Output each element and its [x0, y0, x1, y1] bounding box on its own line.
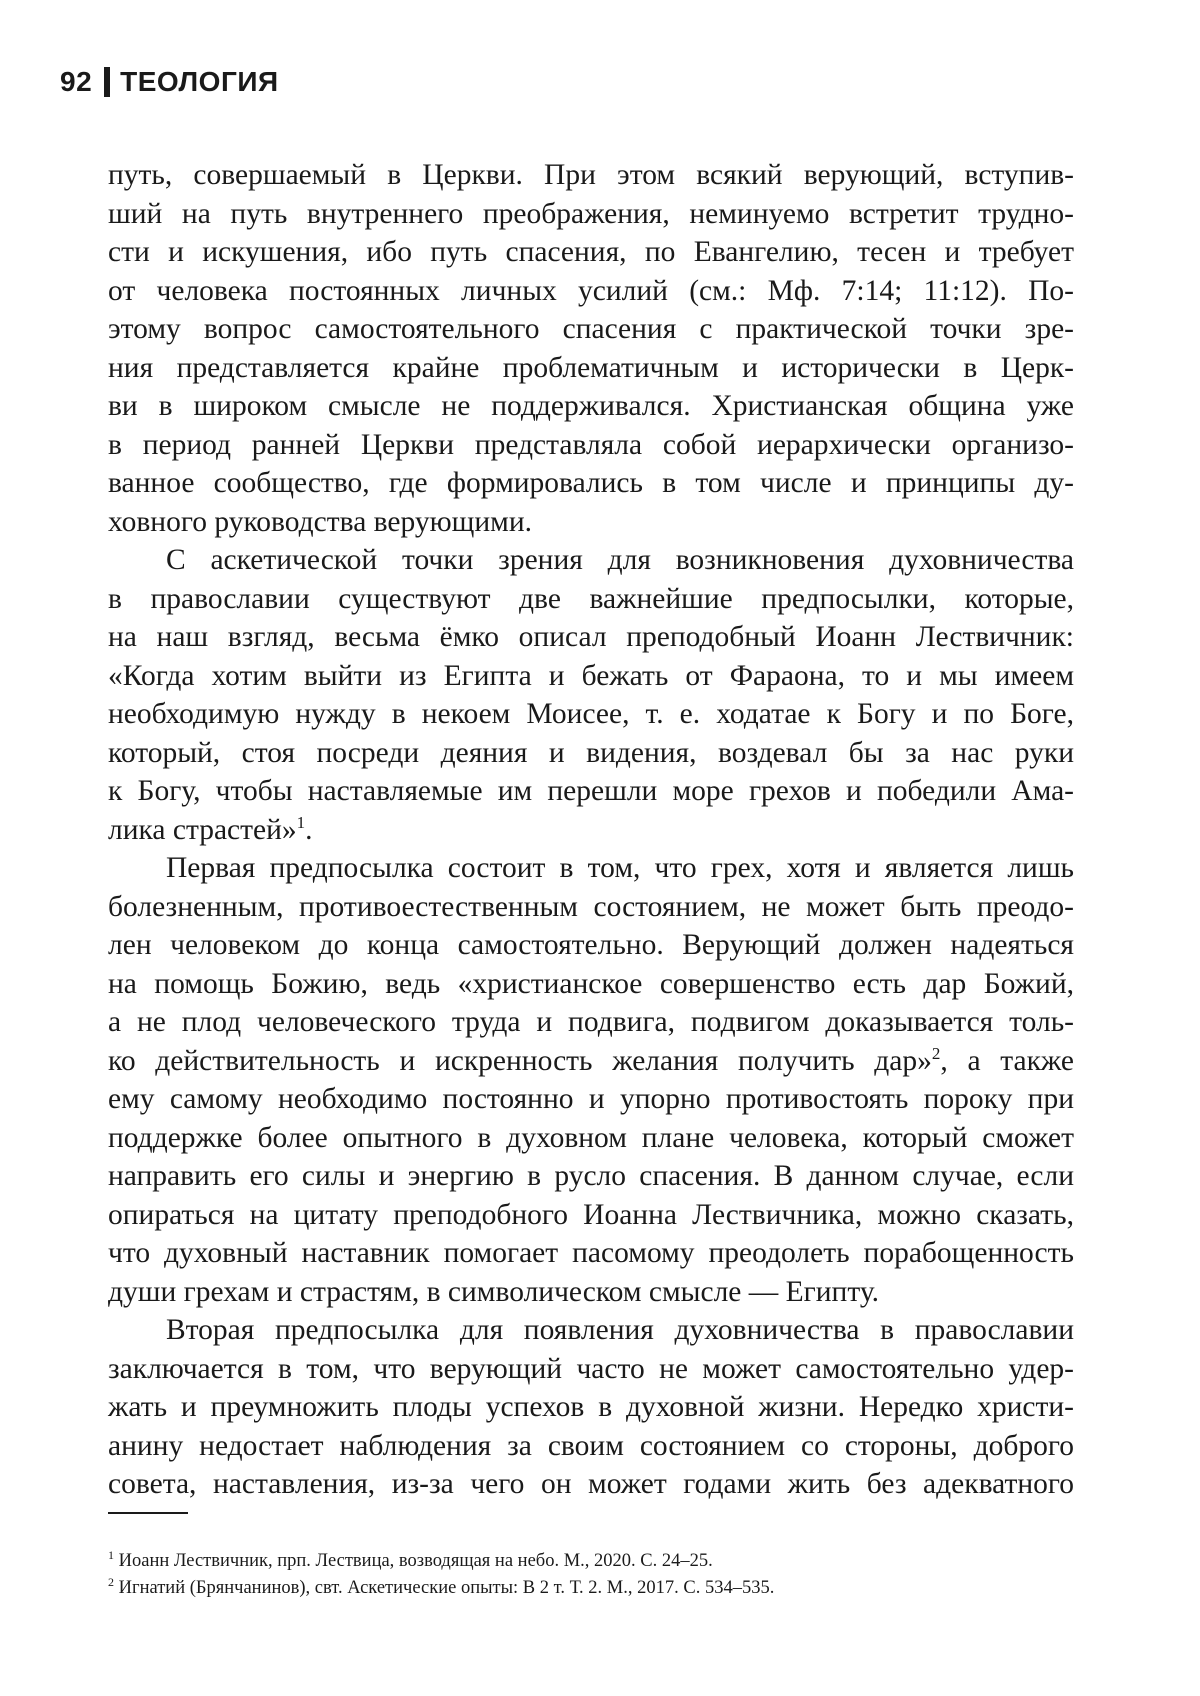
text-line: который, стоя посреди деяния и видения, воздевал бы за нас руки [108, 736, 1074, 769]
text-line: болезненным, противоестественным состоянием, не может быть преодо- [108, 890, 1074, 923]
text-line: жать и преумножить плоды успехов в духовной жизни. Нередко христи- [108, 1391, 1074, 1423]
text-line: опираться на цитату преподобного Иоанна Лествичника, можно сказать, [108, 1198, 1074, 1231]
page-number: 92 [60, 66, 93, 97]
footnote-text: Игнатий (Брянчанинов), свт. Аскетические опыты: В 2 т. Т. 2. М., 2017. С. 534–535. [118, 1578, 775, 1598]
footnote-mark: 1 [108, 1547, 114, 1562]
text-line: необходимую нужду в некоем Моисее, т. е. ходатае к Богу и по Боге, [108, 698, 1074, 730]
header-separator [104, 67, 110, 97]
text-line: в православии существуют две важнейшие предпосылки, которые, [108, 582, 1074, 615]
text-line: ви в широком смысле не поддерживался. Христианская община уже [108, 390, 1074, 422]
text-line: ния представляется крайне проблематичным и исторически в Церк- [108, 351, 1074, 384]
text-line: «Когда хотим выйти из Египта и бежать от Фараона, то и мы имеем [108, 659, 1074, 692]
text-fragment: . [305, 813, 313, 846]
footnotes [108, 1548, 774, 1602]
text-line: ховного руководства верующими. [108, 505, 532, 538]
text-line: заключается в том, что верующий часто не может самостоятельно удер- [108, 1352, 1074, 1385]
text-fragment: лика страстей» [108, 813, 297, 846]
text-line: а не плод человеческого труда и подвига, подвигом доказывается толь- [108, 1006, 1074, 1038]
text-line: анину недостает наблюдения за своим состоянием со стороны, доброго [108, 1429, 1074, 1462]
text-line: ший на путь внутреннего преображения, неминуемо встретит трудно- [108, 197, 1074, 230]
text-fragment: ко действительность и искренность желания получить дар» [108, 1044, 932, 1077]
footnote-text: Иоанн Лествичник, прп. Лествица, возводящая на небо. М., 2020. С. 24–25. [118, 1551, 713, 1571]
text-line: ванное сообщество, где формировались в том числе и принципы ду- [108, 467, 1074, 499]
running-header [60, 66, 279, 98]
text-line: души грехам и страстям, в символическом смысле — Египту. [108, 1275, 880, 1308]
text-line: Первая предпосылка состоит в том, что грех, хотя и является лишь [166, 852, 1074, 884]
text-line: ему самому необходимо постоянно и упорно противостоять пороку при [108, 1083, 1074, 1115]
text-line: путь, совершаемый в Церкви. При этом всякий верующий, вступив- [108, 159, 1074, 191]
section-title: ТЕОЛОГИЯ [120, 66, 279, 97]
text-line: Вторая предпосылка для появления духовничества в православии [166, 1314, 1074, 1346]
text-line: сти и искушения, ибо путь спасения, по Евангелию, тесен и требует [108, 236, 1074, 268]
text-line: совета, наставления, из-за чего он может годами жить без адекватного [108, 1468, 1074, 1500]
text-fragment: , а также [940, 1044, 1075, 1077]
text-line: в период ранней Церкви представляла собой иерархически организо- [108, 428, 1074, 461]
footnote-1 [108, 1548, 774, 1575]
text-line: поддержке более опытного в духовном плане человека, который сможет [108, 1121, 1074, 1154]
text-line: что духовный наставник помогает пасомому преодолеть порабощенность [108, 1237, 1074, 1269]
text-line: этому вопрос самостоятельного спасения с практической точки зре- [108, 313, 1074, 345]
text-line [108, 811, 1074, 850]
body-text [108, 156, 1074, 1504]
text-line: от человека постоянных личных усилий (см.: Мф. 7:14; 11:12). По- [108, 274, 1074, 307]
footnote-divider [108, 1512, 188, 1514]
text-line: лен человеком до конца самостоятельно. Верующий должен надеяться [108, 929, 1074, 961]
text-line: на наш взгляд, весьма ёмко описал преподобный Иоанн Лествичник: [108, 621, 1074, 653]
footnote-ref-1[interactable]: 1 [296, 812, 306, 832]
text-line: к Богу, чтобы наставляемые им перешли море грехов и победили Ама- [108, 775, 1074, 807]
footnote-ref-2[interactable]: 2 [931, 1043, 941, 1063]
text-line: С аскетической точки зрения для возникновения духовничества [166, 544, 1074, 576]
footnote-mark: 2 [108, 1574, 114, 1589]
text-line: направить его силы и энергию в русло спасения. В данном случае, если [108, 1160, 1074, 1192]
text-line: на помощь Божию, ведь «христианское совершенство есть дар Божий, [108, 967, 1074, 1000]
text-line [108, 1042, 1074, 1081]
footnote-2 [108, 1575, 774, 1602]
